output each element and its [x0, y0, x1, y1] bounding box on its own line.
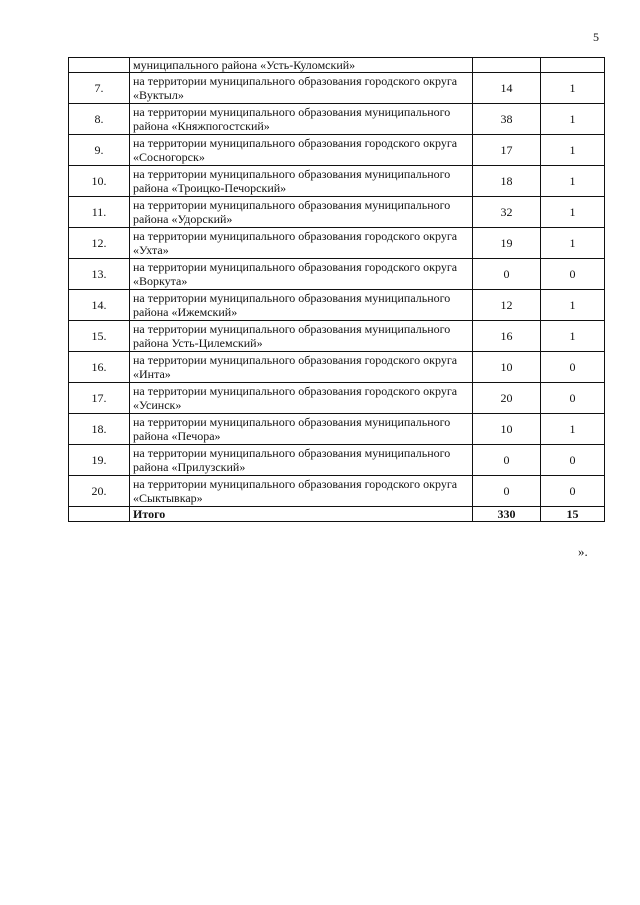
- row-territory: на территории муниципального образования городского округа «Вуктыл»: [130, 73, 473, 104]
- row-value-b: 1: [541, 73, 605, 104]
- row-territory: на территории муниципального образования муниципального района Усть-Цилемский»: [130, 321, 473, 352]
- allocation-table: [68, 57, 605, 522]
- row-territory: на территории муниципального образования городского округа «Усинск»: [130, 383, 473, 414]
- row-territory: на территории муниципального образования муниципального района «Ижемский»: [130, 290, 473, 321]
- row-territory: на территории муниципального образования муниципального района «Удорский»: [130, 197, 473, 228]
- row-value-b: 0: [541, 352, 605, 383]
- table-row: [69, 73, 605, 104]
- row-number: 17.: [69, 383, 130, 414]
- row-value-b: 1: [541, 166, 605, 197]
- row-territory: на территории муниципального образования городского округа «Инта»: [130, 352, 473, 383]
- row-value-b: 1: [541, 104, 605, 135]
- table-row: [69, 197, 605, 228]
- row-value-a: 10: [473, 414, 541, 445]
- row-territory: на территории муниципального образования муниципального района «Печора»: [130, 414, 473, 445]
- table-row: [69, 383, 605, 414]
- row-value-b: 0: [541, 383, 605, 414]
- row-value-b: 1: [541, 197, 605, 228]
- row-territory: на территории муниципального образования городского округа «Сыктывкар»: [130, 476, 473, 507]
- row-value-b: 0: [541, 259, 605, 290]
- row-number: 15.: [69, 321, 130, 352]
- row-value-b: [541, 58, 605, 73]
- row-value-b: 1: [541, 228, 605, 259]
- row-number: 18.: [69, 414, 130, 445]
- row-number: 14.: [69, 290, 130, 321]
- page-number: 5: [593, 30, 599, 44]
- row-number: 11.: [69, 197, 130, 228]
- table-row: [69, 228, 605, 259]
- row-value-a: 10: [473, 352, 541, 383]
- table-row: [69, 445, 605, 476]
- row-value-a: 14: [473, 73, 541, 104]
- row-number: 8.: [69, 104, 130, 135]
- row-territory: муниципального района «Усть-Куломский»: [130, 58, 473, 73]
- table-row: [69, 352, 605, 383]
- table-row: [69, 290, 605, 321]
- table-row: [69, 321, 605, 352]
- table-row: [69, 259, 605, 290]
- row-value-b: 1: [541, 135, 605, 166]
- row-value-a: 330: [473, 507, 541, 522]
- row-territory: на территории муниципального образования городского округа «Сосногорск»: [130, 135, 473, 166]
- row-value-a: 17: [473, 135, 541, 166]
- row-value-a: 18: [473, 166, 541, 197]
- row-value-b: 1: [541, 321, 605, 352]
- row-number: [69, 507, 130, 522]
- row-territory: на территории муниципального образования муниципального района «Княжпогостский»: [130, 104, 473, 135]
- row-territory: на территории муниципального образования городского округа «Ухта»: [130, 228, 473, 259]
- table-row: [69, 166, 605, 197]
- row-number: 13.: [69, 259, 130, 290]
- row-number: 12.: [69, 228, 130, 259]
- row-value-b: 15: [541, 507, 605, 522]
- row-value-b: 0: [541, 445, 605, 476]
- row-value-b: 0: [541, 476, 605, 507]
- row-number: 16.: [69, 352, 130, 383]
- row-value-a: 0: [473, 259, 541, 290]
- row-territory: на территории муниципального образования муниципального района «Прилузский»: [130, 445, 473, 476]
- row-territory: Итого: [130, 507, 473, 522]
- table-row-total: [69, 507, 605, 522]
- row-value-a: 38: [473, 104, 541, 135]
- row-number: 19.: [69, 445, 130, 476]
- row-number: 9.: [69, 135, 130, 166]
- table-row: [69, 414, 605, 445]
- row-value-b: 1: [541, 414, 605, 445]
- row-value-a: 0: [473, 476, 541, 507]
- row-number: 20.: [69, 476, 130, 507]
- row-value-b: 1: [541, 290, 605, 321]
- table-row: [69, 476, 605, 507]
- table-row: [69, 104, 605, 135]
- table-row-continuation: [69, 58, 605, 73]
- row-territory: на территории муниципального образования муниципального района «Троицко-Печорский»: [130, 166, 473, 197]
- row-value-a: 19: [473, 228, 541, 259]
- row-territory: на территории муниципального образования городского округа «Воркута»: [130, 259, 473, 290]
- row-number: [69, 58, 130, 73]
- closing-quote-mark: ».: [578, 544, 588, 559]
- row-value-a: 16: [473, 321, 541, 352]
- row-value-a: 20: [473, 383, 541, 414]
- row-number: 10.: [69, 166, 130, 197]
- row-value-a: 0: [473, 445, 541, 476]
- row-value-a: 12: [473, 290, 541, 321]
- row-number: 7.: [69, 73, 130, 104]
- table-body: [69, 58, 605, 522]
- table-row: [69, 135, 605, 166]
- row-value-a: [473, 58, 541, 73]
- row-value-a: 32: [473, 197, 541, 228]
